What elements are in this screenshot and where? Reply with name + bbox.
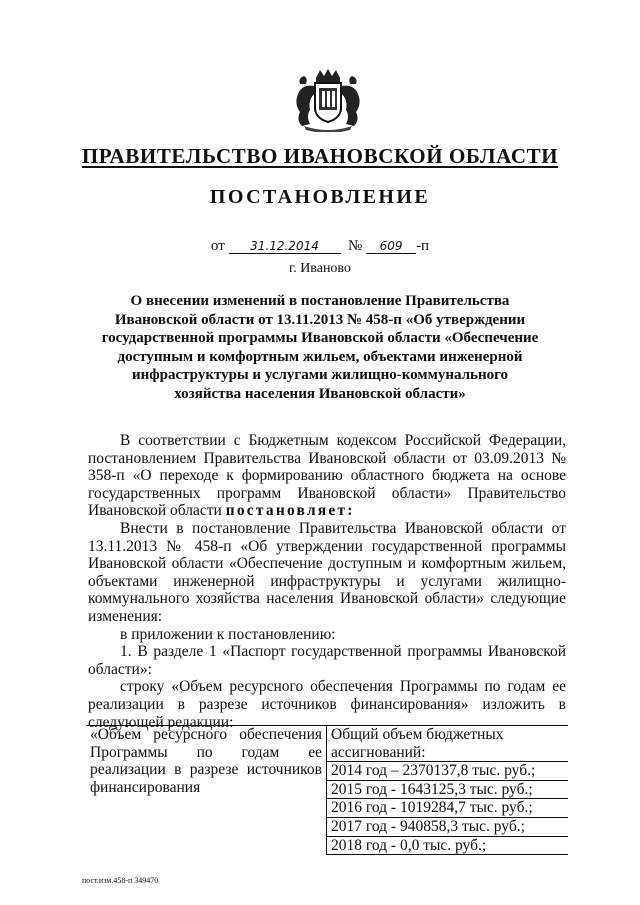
government-title: ПРАВИТЕЛЬСТВО ИВАНОВСКОЙ ОБЛАСТИ <box>81 144 559 168</box>
table-cell: 2015 год - 1643125,3 тыс. руб.; <box>327 780 569 799</box>
table-left-cell: «Объем ресурсного обеспечения Программы по годам ее реализации в разрезе источников финансирования <box>86 726 327 855</box>
table-cell: 2017 год - 940858,3 тыс. руб.; <box>327 817 569 836</box>
document-subject: О внесении изменений в постановление Правительства Ивановской области от 13.11.2013 № 458-п «Об утверждении государственной программы Ивановской области «Обеспечение доступным и комфортным жильем, объектами инженерной инфраструктуры и услугами жилищно-коммунального хозяйства населения Ивановской области» <box>101 293 539 402</box>
number-prefix: № <box>348 238 363 254</box>
table-right-header: Общий объем бюджетных ассигнований: <box>327 726 569 762</box>
date-number-line <box>0 238 640 255</box>
table-row <box>86 726 568 762</box>
document-body <box>88 432 566 731</box>
resource-table <box>86 725 568 855</box>
city: г. Иваново <box>289 261 351 276</box>
paragraph-section: 1. В разделе 1 «Паспорт государственной программы Ивановской области»: <box>88 643 566 678</box>
coat-of-arms-icon <box>288 68 368 132</box>
footer-code: пост.изм.458-п 349470 <box>82 876 159 885</box>
paragraph-basis <box>88 432 566 520</box>
date-value: 31.12.2014 <box>229 239 341 254</box>
table-cell: 2016 год - 1019284,7 тыс. руб.; <box>327 799 569 818</box>
table-cell: 2018 год - 0,0 тыс. руб.; <box>327 836 569 855</box>
table-cell: 2014 год – 2370137,8 тыс. руб.; <box>327 762 569 781</box>
paragraph-basis-text: В соответствии с Бюджетным кодексом Российской Федерации, постановлением Правительства Ивановской области от 03.09.2013 № 358-п «О переходе к формированию областного бюджета на основе государственных программ Ивановской области» Правительство Ивановской области <box>88 432 566 520</box>
document-type: ПОСТАНОВЛЕНИЕ <box>209 186 431 208</box>
number-suffix: -п <box>416 238 430 254</box>
date-prefix: от <box>210 238 225 254</box>
paragraph-amend: Внести в постановление Правительства Ивановской области от 13.11.2013 № 458-п «Об утверждении государственной программы Ивановской области «Обеспечение доступным и комфортным жильем, объектами инженерной инфраструктуры и услугами жилищно-коммунального хозяйства населения Ивановской области» следующие изменения: <box>88 519 566 625</box>
paragraph-row: строку «Объем ресурсного обеспечения Программы по годам ее реализации в разрезе источников финансирования» изложить в следующей редакции: <box>88 678 566 731</box>
paragraph-appendix: в приложении к постановлению: <box>120 625 336 643</box>
number-value: 609 <box>366 239 416 254</box>
resolution-keyword: постановляет: <box>225 502 355 520</box>
